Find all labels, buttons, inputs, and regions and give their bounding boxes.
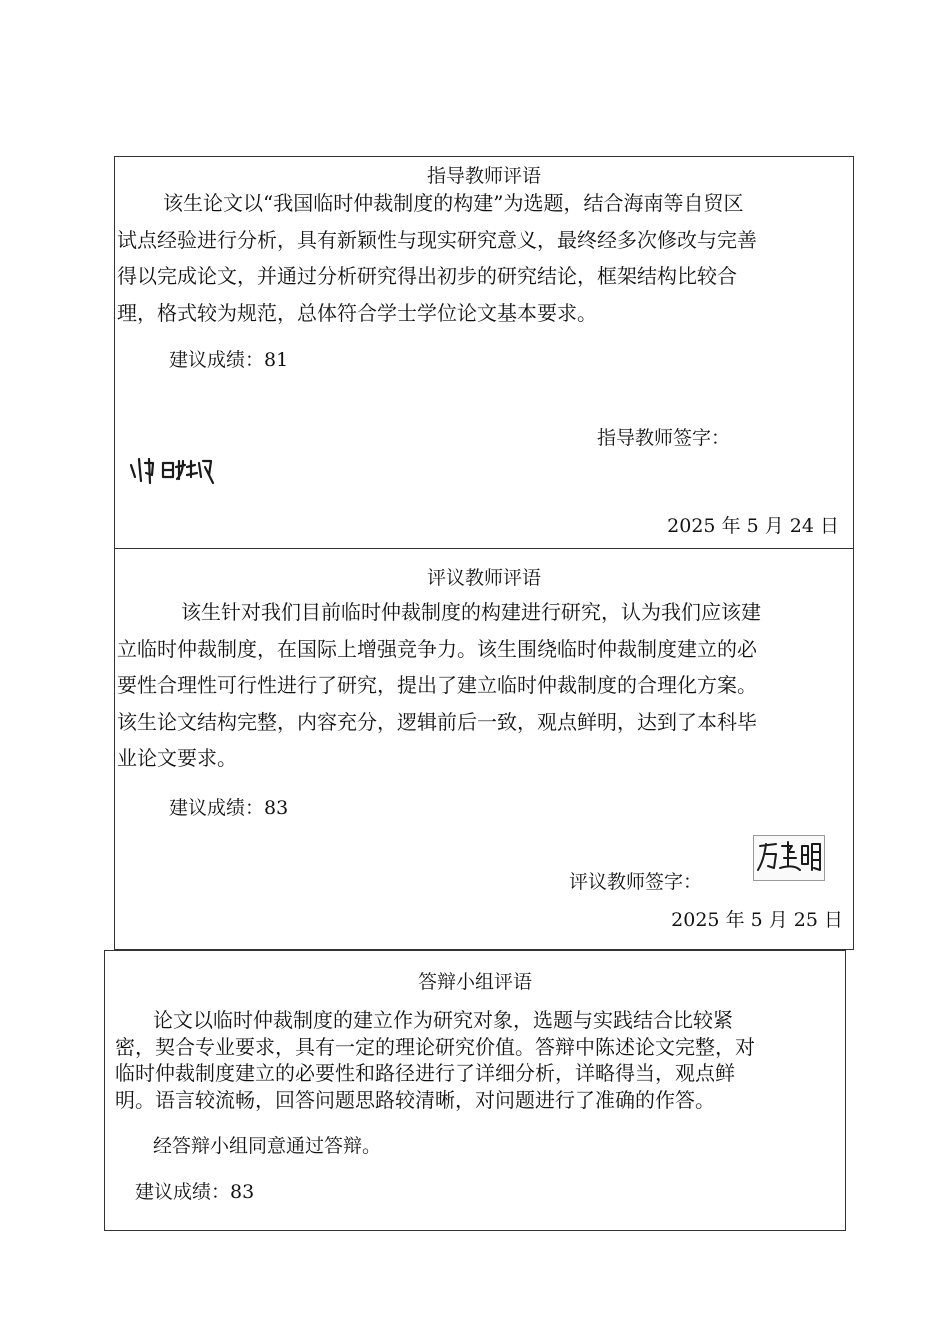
advisor-section-title: 指导教师评语 bbox=[426, 165, 541, 187]
advisor-comment-line: 得以完成论文，并通过分析研究得出初步的研究结论，框架结构比较合 bbox=[117, 264, 737, 288]
reviewer-comment-line: 立临时仲裁制度，在国际上增强竞争力。该生围绕临时仲裁制度建立的必 bbox=[117, 636, 757, 661]
panel-suggested-grade: 建议成绩：83 bbox=[135, 1181, 255, 1203]
advisor-suggested-grade: 建议成绩：81 bbox=[169, 349, 289, 371]
reviewer-comment-section bbox=[114, 548, 854, 950]
advisor-comment-line: 试点经验进行分析，具有新颖性与现实研究意义，最终经多次修改与完善 bbox=[117, 227, 757, 252]
panel-comment-line: 明。语言较流畅，回答问题思路较清晰，对问题进行了准确的作答。 bbox=[115, 1087, 715, 1112]
reviewer-comment-line: 要性合理性可行性进行了研究，提出了建立临时仲裁制度的合理化方案。 bbox=[117, 673, 757, 697]
panel-section-title: 答辩小组评语 bbox=[417, 971, 532, 993]
reviewer-comment-line: 该生针对我们目前临时仲裁制度的构建进行研究，认为我们应该建 bbox=[181, 600, 761, 624]
reviewer-handwritten-signature bbox=[753, 835, 825, 881]
reviewer-comment-line: 业论文要求。 bbox=[117, 746, 237, 770]
reviewer-comment-line: 该生论文结构完整，内容充分，逻辑前后一致，观点鲜明，达到了本科毕 bbox=[117, 709, 757, 734]
panel-comment-line: 密，契合专业要求，具有一定的理论研究价值。答辩中陈述论文完整，对 bbox=[115, 1034, 755, 1059]
panel-comment-line: 论文以临时仲裁制度的建立作为研究对象，选题与实践结合比较紧 bbox=[153, 1008, 733, 1032]
panel-comment-text bbox=[115, 1007, 841, 1113]
advisor-handwritten-signature bbox=[127, 453, 227, 489]
advisor-signature-label: 指导教师签字： bbox=[597, 427, 731, 449]
advisor-comment-section bbox=[114, 156, 854, 549]
advisor-comment-text bbox=[117, 185, 851, 331]
advisor-date: 2025 年 5 月 24 日 bbox=[667, 515, 839, 537]
panel-comment-section bbox=[104, 950, 846, 1231]
advisor-comment-line: 该生论文以“我国临时仲裁制度的构建”为选题，结合海南等自贸区 bbox=[163, 191, 744, 215]
reviewer-comment-text bbox=[117, 594, 851, 777]
reviewer-suggested-grade: 建议成绩：83 bbox=[169, 797, 289, 819]
panel-comment-line: 临时仲裁制度建立的必要性和路径进行了详细分析，详略得当，观点鲜 bbox=[115, 1061, 735, 1085]
advisor-comment-line: 理，格式较为规范，总体符合学士学位论文基本要求。 bbox=[117, 300, 597, 325]
reviewer-signature-label: 评议教师签字： bbox=[569, 871, 703, 893]
panel-conclusion: 经答辩小组同意通过答辩。 bbox=[153, 1135, 382, 1157]
reviewer-date: 2025 年 5 月 25 日 bbox=[671, 909, 843, 931]
reviewer-section-title: 评议教师评语 bbox=[426, 567, 541, 589]
